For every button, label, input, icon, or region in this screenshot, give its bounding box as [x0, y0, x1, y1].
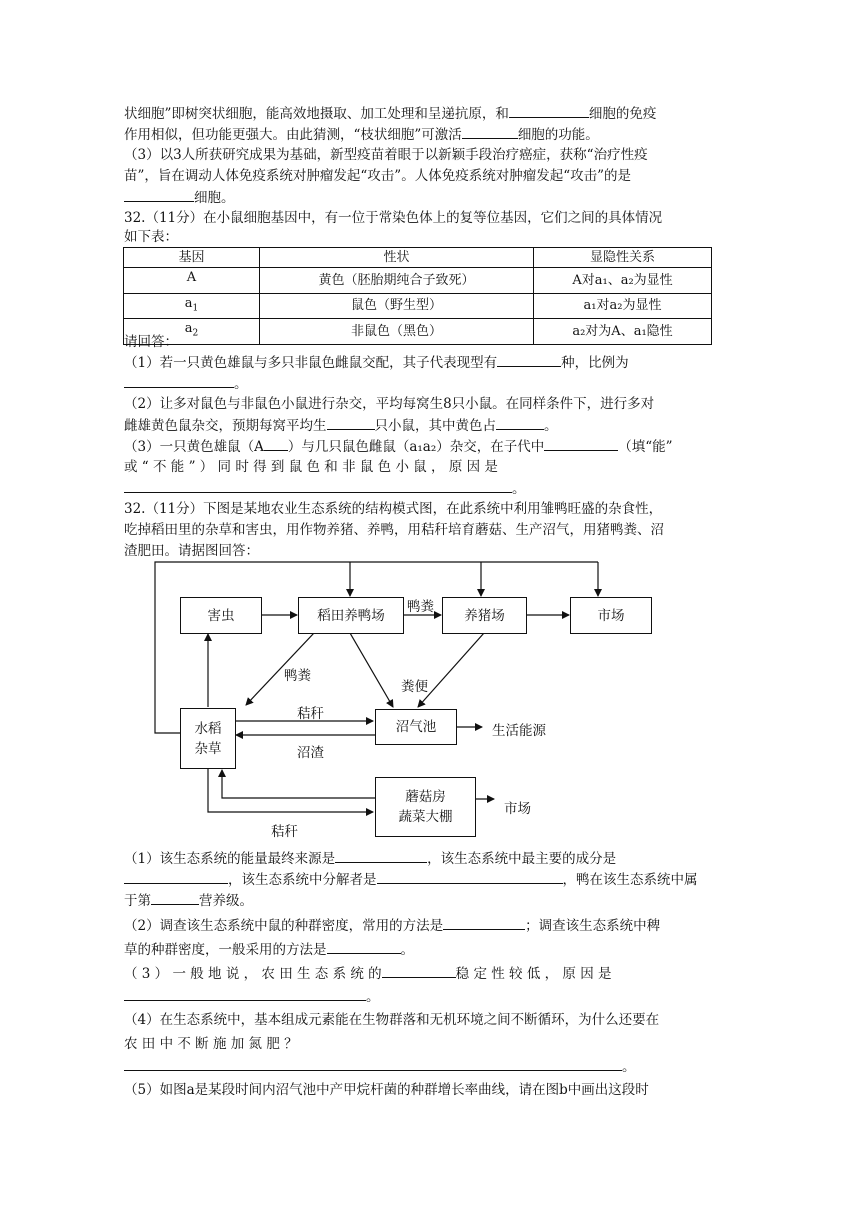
- text-line: 作用相似，但功能更强大。由此猜测，“枝状细胞”可激活 细胞的功能。: [124, 124, 738, 146]
- pest-box: 害虫: [180, 597, 262, 634]
- text-line: （ 3 ） 一 般 地 说 ， 农 田 生 态 系 统 的 稳 定 性 较 低 ， 原 因 是: [124, 963, 738, 985]
- text-line: （4）在生态系统中，基本组成元素能在生物群落和无机环境之间不断循环，为什么还要在: [124, 1012, 660, 1028]
- rice-weed-box: 水稻 杂草: [180, 708, 236, 769]
- text-line: 请回答：: [124, 334, 178, 350]
- table-cell: $a_1$: [124, 293, 260, 319]
- residue-label: 沼渣: [297, 745, 324, 761]
- table-cell: 鼠色（野生型）: [260, 293, 534, 319]
- question-heading: 32.（11分）在小鼠细胞基因中，有一位于常染色体上的复等位基因，它们之间的具体情况: [124, 210, 663, 226]
- table-header: 显隐性关系: [534, 248, 712, 268]
- market-top-box: 市场: [570, 597, 652, 634]
- table-cell: 非鼠色（黑色）: [260, 319, 534, 345]
- text-line: 吃掉稻田里的杂草和害虫，用作物养猪、养鸭，用秸秆培育蘑菇、生产沼气，用猪鸭粪、沼: [124, 522, 664, 538]
- text-line: 。: [124, 1056, 738, 1078]
- duck-dung-label: 鸭粪: [407, 599, 434, 615]
- text-line: 渣肥田。请据图回答：: [124, 543, 259, 559]
- text-line: （3）一只黄色雄鼠（A ）与几只鼠色雌鼠（a₁a₂）杂交，在子代中 （填“能”: [124, 436, 738, 458]
- text-line: 。: [124, 373, 738, 395]
- table-cell: a₁对a₂为显性: [534, 293, 712, 319]
- table-cell: a₂对为A、a₁隐性: [534, 319, 712, 345]
- text-line: （5）如图a是某段时间内沼气池中产甲烷杆菌的种群增长率曲线，请在图b中画出这段时: [124, 1082, 649, 1098]
- text-line: （2）让多对鼠色与非鼠色小鼠进行杂交，平均每窝生8只小鼠。在同样条件下，进行多对: [124, 396, 655, 412]
- text-line: （1）该生态系统的能量最终来源是 ，该生态系统中最主要的成分是: [124, 848, 738, 870]
- straw-label: 秸秆: [271, 824, 298, 840]
- text-line: 或 “ 不 能 ” ） 同 时 得 到 鼠 色 和 非 鼠 色 小 鼠 ， 原 因 是: [124, 459, 498, 475]
- market-bottom-label: 市场: [504, 801, 531, 817]
- text-line: 草的种群密度，一般采用的方法是 。: [124, 939, 738, 961]
- manure-label: 粪便: [401, 679, 428, 695]
- text-line: 如下表：: [124, 229, 178, 245]
- question-heading: 32.（11分）下图是某地农业生态系统的结构模式图，在此系统中利用雏鸭旺盛的杂食性，: [124, 501, 663, 517]
- text-line: 农 田 中 不 断 施 加 氮 肥 ？: [124, 1036, 298, 1052]
- table-cell: A对a₁、a₂为显性: [534, 268, 712, 294]
- text-line: 。: [124, 478, 738, 500]
- table-cell: 黄色（胚胎期纯合子致死）: [260, 268, 534, 294]
- straw-label: 秸秆: [297, 706, 324, 722]
- energy-label: 生活能源: [492, 723, 546, 739]
- text-line: 苗”，旨在调动人体免疫系统对肿瘤发起“攻击”。人体免疫系统对肿瘤发起“攻击”的是: [124, 168, 632, 184]
- text-line: 雌雄黄色鼠杂交，预期每窝平均生 只小鼠，其中黄色占 。: [124, 415, 738, 437]
- table-cell: $a_2$: [124, 319, 260, 345]
- text-line: （3）以3人所获研究成果为基础，新型疫苗着眼于以新颖手段治疗癌症，获称“治疗性疫: [124, 147, 648, 163]
- text-line: 细胞。: [124, 187, 738, 209]
- mushroom-greenhouse-box: 蘑菇房 蔬菜大棚: [375, 777, 476, 837]
- text-line: （1）若一只黄色雄鼠与多只非鼠色雌鼠交配，其子代表现型有 种，比例为: [124, 352, 738, 374]
- table-header: 性状: [260, 248, 534, 268]
- text-line: 。: [124, 986, 738, 1008]
- table-cell: A: [124, 268, 260, 294]
- text-line: 于第 营养级。: [124, 890, 738, 912]
- pig-farm-box: 养猪场: [442, 597, 527, 634]
- text-line: （2）调查该生态系统中鼠的种群密度，常用的方法是 ；调查该生态系统中稗: [124, 915, 738, 937]
- text-line: 状细胞”即树突状细胞，能高效地摄取、加工处理和呈递抗原，和 细胞的免疫: [124, 103, 738, 125]
- duck-dung-label: 鸭粪: [284, 668, 311, 684]
- text-line: ，该生态系统中分解者是 ，鸭在该生态系统中属: [124, 869, 738, 891]
- biogas-box: 沼气池: [375, 709, 457, 745]
- rice-duck-farm-box: 稻田养鸭场: [298, 597, 404, 634]
- table-header: 基因: [124, 248, 260, 268]
